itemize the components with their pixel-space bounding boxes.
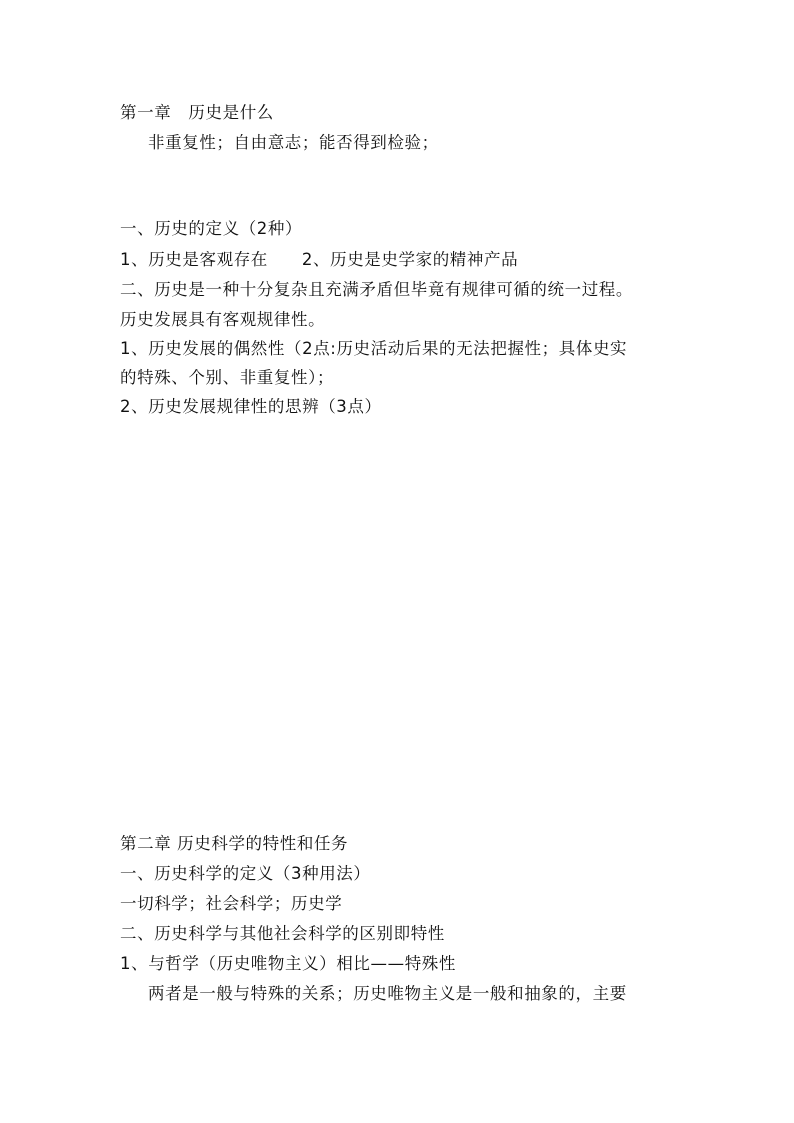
- chapter1-section2-item1-line2: 的特殊、个别、非重复性）；: [120, 368, 335, 387]
- chapter2-section2-item1: 1、与哲学（历史唯物主义）相比——特殊性: [120, 954, 456, 973]
- chapter1-intro: 非重复性；自由意志；能否得到检验；: [148, 133, 439, 152]
- chapter1-section2-item2: 2、历史发展规律性的思辨（3点）: [120, 397, 382, 416]
- chapter1-title: 第一章 历史是什么: [120, 103, 274, 122]
- chapter2-section1-body: 一切科学；社会科学；历史学: [120, 894, 343, 913]
- chapter2-title: 第二章 历史科学的特性和任务: [120, 834, 349, 853]
- chapter2-section2-item1-body: 两者是一般与特殊的关系；历史唯物主义是一般和抽象的，主要: [148, 984, 627, 1003]
- chapter1-section1-item1: 1、历史是客观存在: [120, 250, 268, 269]
- chapter1-section2-line1: 二、历史是一种十分复杂且充满矛盾但毕竟有规律可循的统一过程。: [120, 280, 633, 299]
- chapter1-section1-heading: 一、历史的定义（2种）: [120, 219, 303, 238]
- chapter2-section1-heading: 一、历史科学的定义（3种用法）: [120, 864, 371, 883]
- chapter1-section2-item1-line1: 1、历史发展的偶然性（2点:历史活动后果的无法把握性；具体史实: [120, 339, 628, 358]
- chapter2-section2-heading: 二、历史科学与其他社会科学的区别即特性: [120, 924, 445, 943]
- chapter1-section1-items: [120, 249, 518, 271]
- chapter1-section2-line2: 历史发展具有客观规律性。: [120, 310, 326, 329]
- chapter1-section1-item2: 2、历史是史学家的精神产品: [301, 250, 519, 269]
